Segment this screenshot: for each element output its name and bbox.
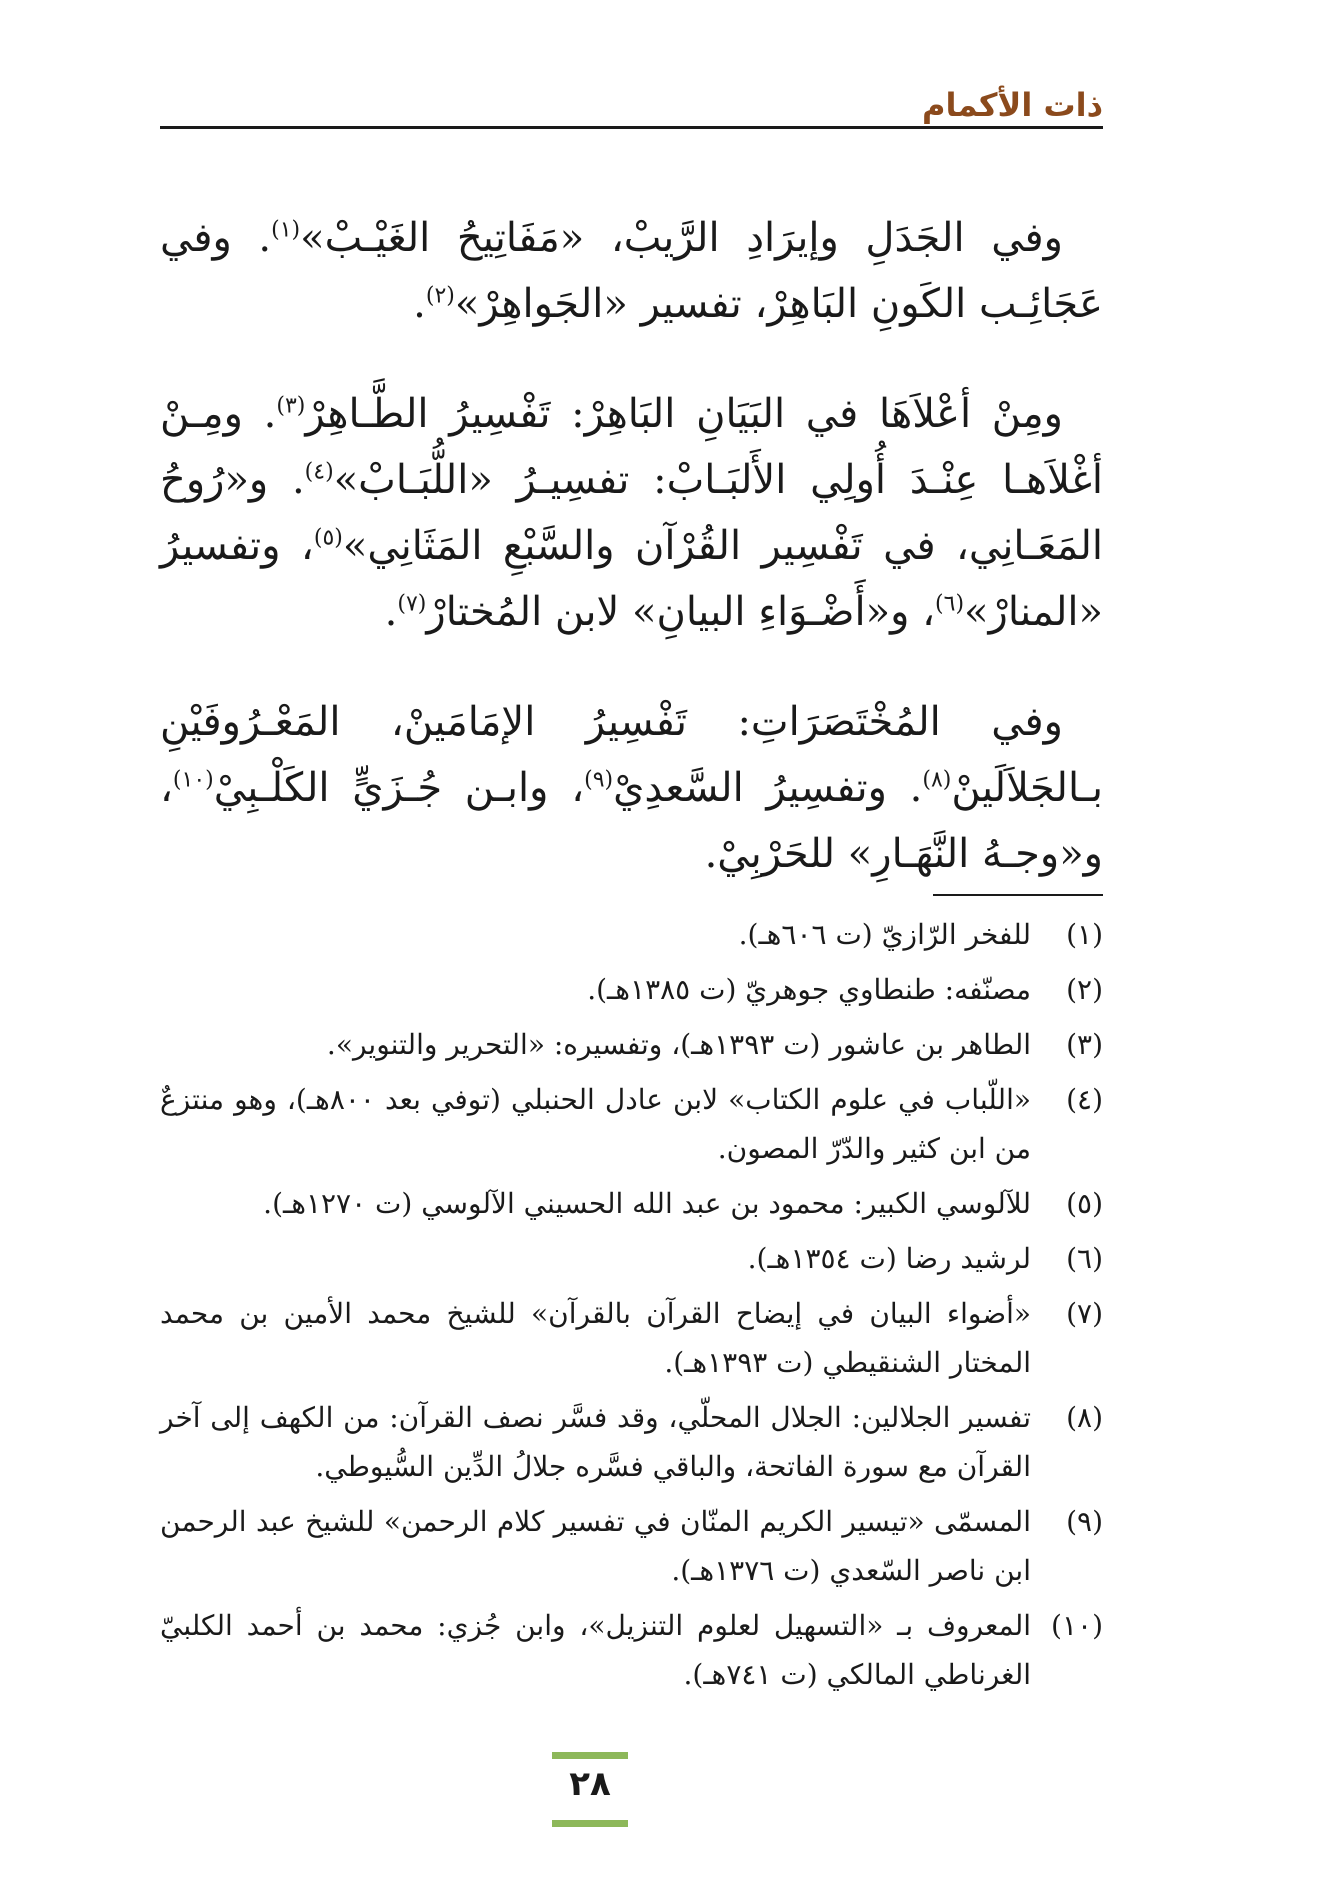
footnote-marker[interactable]: (١٠) [172, 767, 214, 793]
footnote-text: المعروف بـ «التسهيل لعلوم التنزيل»، وابن جُزي: محمد بن أحمد الكلبيّ الغرناطي المالكي (ت ٧٤١هـ). [160, 1609, 1031, 1691]
footnote-number: (٥) [1066, 1187, 1103, 1220]
body-paragraph [160, 689, 1103, 887]
footnote-text: الطاهر بن عاشور (ت ١٣٩٣هـ)، وتفسيره: «التحرير والتنوير». [326, 1028, 1031, 1061]
footnotes [160, 910, 1103, 1705]
footnote-text: للفخر الرّازيّ (ت ٦٠٦هـ). [738, 918, 1031, 951]
footnote-marker[interactable]: (١) [271, 217, 301, 243]
footnote-item [160, 1289, 1103, 1387]
body-text: ، وتفسيرُ «المنارْ» [160, 523, 1103, 635]
footnote-marker[interactable]: (٢) [425, 283, 455, 309]
footnote-number: (١) [1066, 918, 1103, 951]
body-text: ، و«وجـهُ النَّهَـارِ» للحَرْبِيْ. [160, 765, 1103, 877]
body-text: . [384, 589, 398, 635]
footnote-item [160, 1393, 1103, 1491]
footnote-number: (٨) [1066, 1401, 1103, 1434]
footnote-number: (٦) [1066, 1242, 1103, 1275]
body-text: . ومِـنْ أغْلاَهـا عِنْـدَ أُولِي الأَلبَـابْ: تفسِيـرُ «اللُّبَـابْ» [160, 391, 1103, 503]
footnote-text: مصنّفه: طنطاوي جوهريّ (ت ١٣٨٥هـ). [587, 973, 1031, 1006]
body-text: . وتفسِيرُ السَّعدِيْ [613, 765, 923, 811]
footnote-marker[interactable]: (٨) [922, 767, 952, 793]
footnote-item [160, 1075, 1103, 1173]
footnote-separator [933, 894, 1103, 896]
footnote-text: لرشيد رضا (ت ١٣٥٤هـ). [747, 1242, 1031, 1275]
body-text: وفي الجَدَلِ وإيرَادِ الرَّيبْ، «مَفَاتِيحُ الغَيْـبْ» [300, 215, 1063, 261]
footnote-number: (٤) [1066, 1083, 1103, 1116]
header-rule [160, 126, 1103, 129]
footnote-marker[interactable]: (٦) [935, 591, 965, 617]
body-paragraph [160, 381, 1103, 645]
body-text: ، وابـن جُـزَيٍّ الكَلْـبِيْ [213, 765, 585, 811]
running-header-title: ذات الأكمام [921, 86, 1103, 124]
footnote-item [160, 910, 1103, 959]
body-paragraph [160, 205, 1103, 337]
footnote-number: (٧) [1066, 1297, 1103, 1330]
body-text: . و«رُوحُ المَعَـانِي، في تَفْسِير القُرْآن والسَّبْعِ المَثَانِي» [160, 457, 1103, 569]
body-text: . [413, 281, 426, 327]
body-text: ، و«أَضْـوَاءِ البيانِ» لابن المُختارْ [426, 589, 936, 635]
body-text: ومِنْ أعْلاَهَا في البَيَانِ البَاهِرْ: تَفْسِيرُ الطَّـاهِرْ [305, 391, 1063, 437]
footnote-marker[interactable]: (٩) [584, 767, 614, 793]
footnote-marker[interactable]: (٥) [313, 525, 343, 551]
body-text: وفي المُخْتَصَرَاتِ: تَفْسِيرُ الإمَامَينْ، المَعْـرُوفَيْنِ بـالجَلاَلَينْ [160, 699, 1103, 811]
page-number-bottom-bar [552, 1820, 628, 1827]
footnote-item [160, 1179, 1103, 1228]
footnote-number: (٣) [1066, 1028, 1103, 1061]
page-number-top-bar [552, 1752, 628, 1759]
footnote-item [160, 1234, 1103, 1283]
footnote-text: «اللّباب في علوم الكتاب» لابن عادل الحنبلي (توفي بعد ٨٠٠هـ)، وهو منتزعٌ من ابن كثير والدّرّ المصون. [160, 1083, 1031, 1165]
footnote-item [160, 1020, 1103, 1069]
footnote-marker[interactable]: (٤) [304, 459, 334, 485]
page-number: ٢٨ [569, 1764, 611, 1804]
footnote-text: المسمّى «تيسير الكريم المنّان في تفسير كلام الرحمن» للشيخ عبد الرحمن ابن ناصر السّعدي (ت ١٣٧٦هـ). [160, 1505, 1031, 1587]
footnote-number: (١٠) [1051, 1609, 1103, 1642]
footnote-number: (٩) [1066, 1505, 1103, 1538]
footnote-item [160, 1497, 1103, 1595]
body-text: . وفي عَجَائِـب الكَونِ البَاهِرْ، تفسير «الجَواهِرْ» [160, 215, 1103, 327]
footnote-text: «أضواء البيان في إيضاح القرآن بالقرآن» للشيخ محمد الأمين بن محمد المختار الشنقيطي (ت ١٣٩٣هـ). [160, 1297, 1031, 1379]
footnote-text: تفسير الجلالين: الجلال المحلّي، وقد فسَّر نصف القرآن: من الكهف إلى آخر القرآن مع سورة الفاتحة، والباقي فسَّره جلالُ الدِّين السُّيوطي. [160, 1401, 1031, 1483]
main-text [160, 205, 1103, 931]
footnote-marker[interactable]: (٣) [276, 393, 306, 419]
footnote-marker[interactable]: (٧) [397, 591, 427, 617]
footnote-item [160, 965, 1103, 1014]
footnote-text: للآلوسي الكبير: محمود بن عبد الله الحسيني الآلوسي (ت ١٢٧٠هـ). [263, 1187, 1031, 1220]
footnote-item [160, 1601, 1103, 1699]
footnote-number: (٢) [1066, 973, 1103, 1006]
